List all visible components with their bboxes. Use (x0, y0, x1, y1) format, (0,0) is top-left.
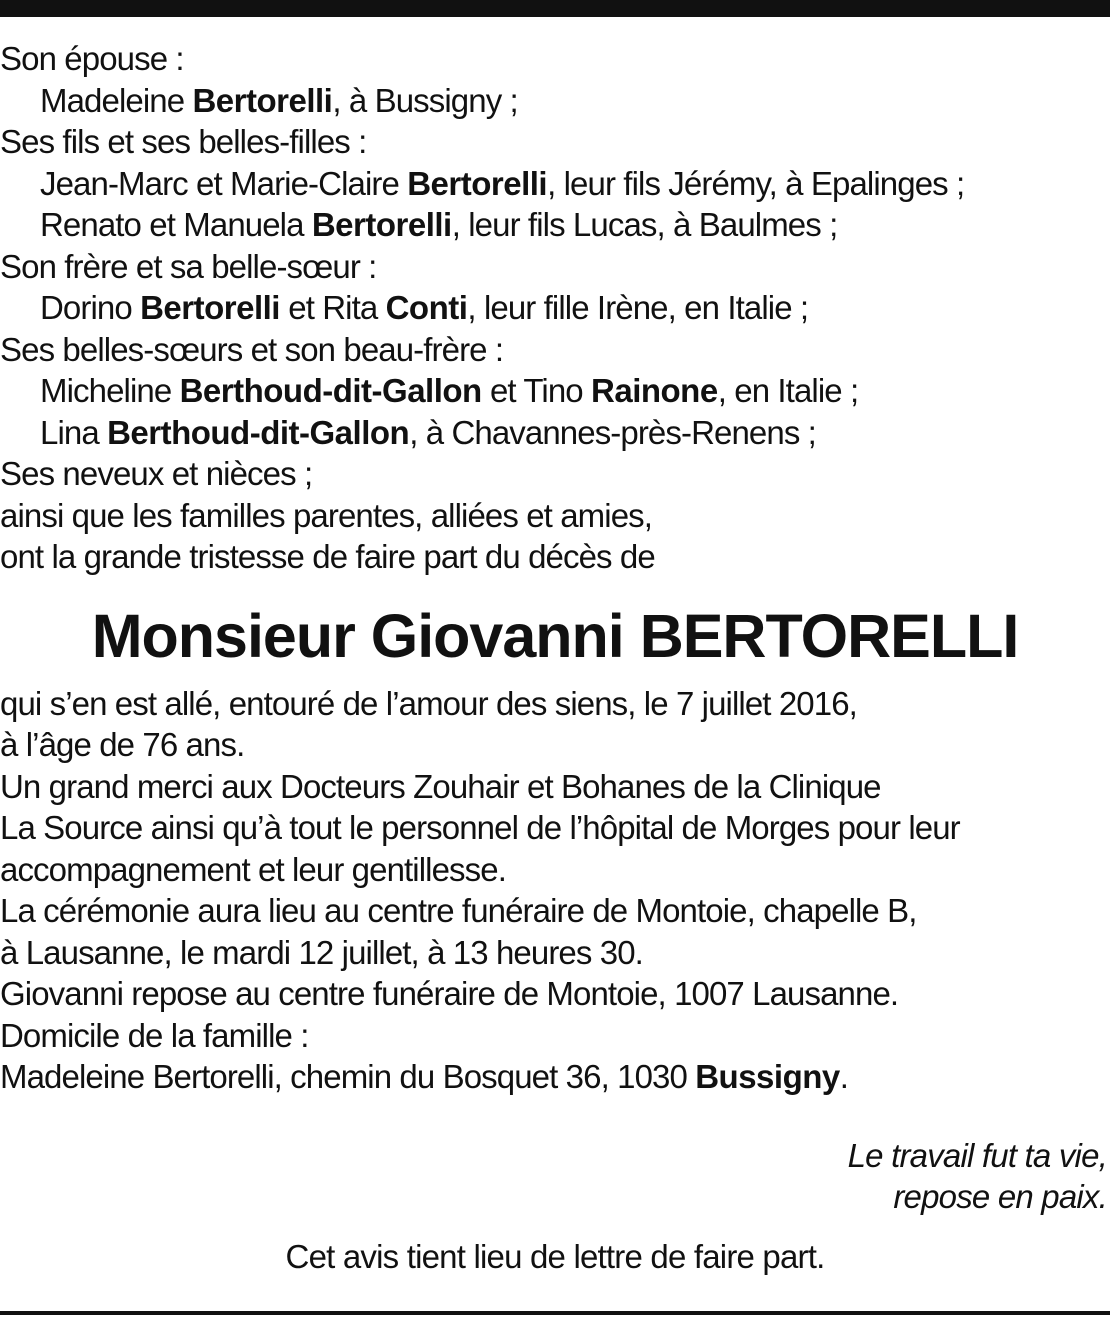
surname: Berthoud-dit-Gallon (179, 372, 482, 409)
brother-entry (0, 287, 1110, 329)
text: , leur fils Lucas, à Baulmes ; (451, 206, 838, 243)
motto-line-1: Le travail fut ta vie, (847, 1137, 1107, 1174)
text: , à Bussigny ; (332, 81, 518, 119)
body-line-9: Domicile de la famille : (0, 1016, 309, 1054)
motto-line-2: repose en paix. (893, 1178, 1107, 1215)
spouse-label: Son épouse : (0, 40, 184, 77)
city: Bussigny (695, 1058, 840, 1095)
sons-label: Ses fils et ses belles-filles : (0, 123, 367, 160)
bottom-border-rule (0, 1311, 1110, 1315)
address-line (0, 1056, 1110, 1098)
motto (848, 1135, 1107, 1217)
body-line-6: La cérémonie aura lieu au centre funéraire de Montoie, chapelle B, (0, 892, 917, 929)
text: Renato et Manuela (40, 206, 312, 243)
son-entry-2 (0, 204, 1110, 246)
spouse-entry (0, 80, 1110, 122)
text: Madeleine Bertorelli, chemin du Bosquet 36, 1030 (0, 1058, 696, 1095)
body-line-2: à l’âge de 76 ans. (0, 726, 245, 763)
deceased-name: Monsieur Giovanni BERTORELLI (91, 601, 1019, 670)
text: , leur fille Irène, en Italie ; (467, 289, 809, 326)
text: Madeleine (40, 81, 193, 119)
body-line-1: qui s’en est allé, entouré de l’amour des siens, le 7 juillet 2016, (0, 684, 857, 722)
body-line-4: La Source ainsi qu’à tout le personnel de l’hôpital de Morges pour leur (0, 809, 960, 846)
text: et Rita (279, 289, 386, 326)
closing-note: Cet avis tient lieu de lettre de faire part. (285, 1238, 825, 1275)
body-line-3: Un grand merci aux Docteurs Zouhair et Bohanes de la Clinique (0, 767, 881, 805)
son-entry-1 (0, 163, 1110, 205)
sisters-label: Ses belles-sœurs et son beau-frère : (0, 330, 504, 368)
notice-body (0, 38, 1110, 1098)
sister-entry-2 (0, 412, 1110, 454)
body-line-7: à Lausanne, le mardi 12 juillet, à 13 heures 30. (0, 933, 643, 971)
text: , leur fils Jérémy, à Epalinges ; (547, 164, 965, 202)
surname: Conti (385, 289, 468, 326)
text: . (839, 1058, 849, 1095)
body-line-5: accompagnement et leur gentillesse. (0, 850, 506, 888)
body-line-8: Giovanni repose au centre funéraire de Montoie, 1007 Lausanne. (0, 975, 899, 1012)
text: , en Italie ; (717, 372, 859, 409)
top-border-rule (0, 0, 1110, 17)
nephews-line: Ses neveux et nièces ; (0, 455, 313, 492)
surname: Rainone (591, 372, 718, 409)
surname: Berthoud-dit-Gallon (107, 413, 410, 451)
surname: Bertorelli (407, 164, 548, 202)
text: et Tino (481, 372, 592, 409)
surname: Bertorelli (140, 289, 280, 326)
announce-line: ont la grande tristesse de faire part du décès de (0, 538, 655, 575)
brother-label: Son frère et sa belle-sœur : (0, 247, 377, 285)
text: Dorino (40, 289, 141, 326)
sister-entry-1 (0, 370, 1110, 412)
surname: Bertorelli (311, 206, 452, 243)
text: , à Chavannes-près-Renens ; (409, 413, 816, 451)
families-line: ainsi que les familles parentes, alliées et amies, (0, 496, 653, 534)
text: Lina (40, 413, 108, 451)
surname: Bertorelli (192, 81, 333, 119)
text: Micheline (40, 372, 180, 409)
text: Jean-Marc et Marie-Claire (40, 164, 408, 202)
